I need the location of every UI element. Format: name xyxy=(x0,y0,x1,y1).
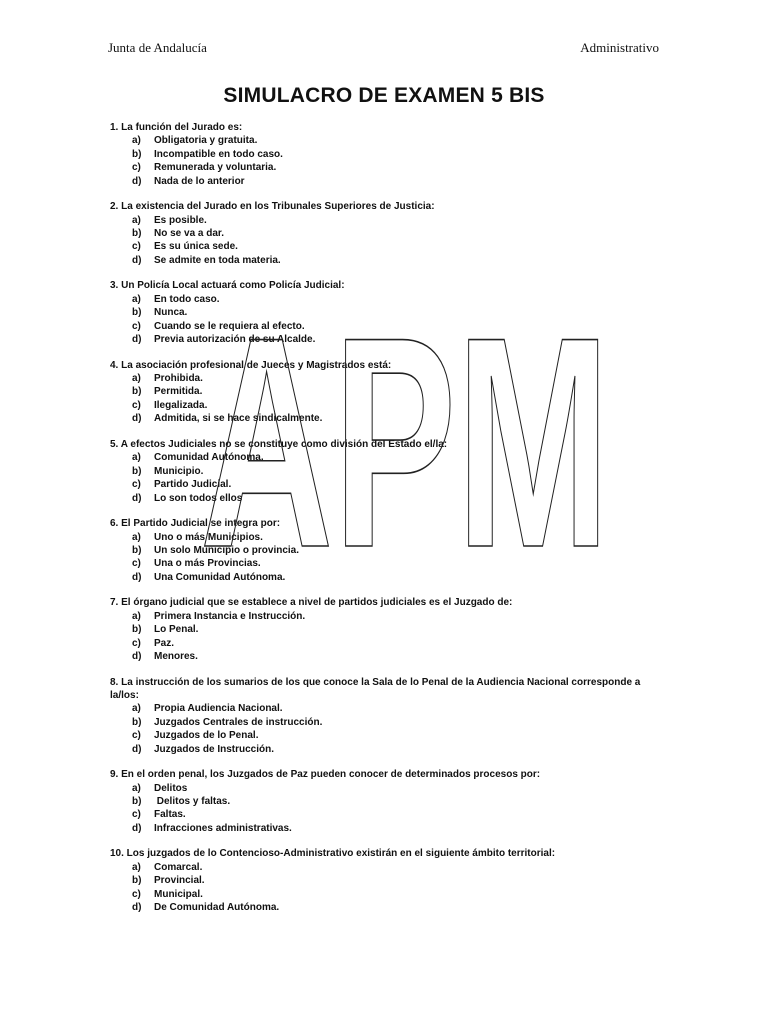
option-letter: d) xyxy=(132,902,142,913)
question-text: 2. La existencia del Jurado en los Tribunales Superiores de Justicia: xyxy=(110,201,435,213)
answer-option xyxy=(110,571,660,584)
option-text: Menores. xyxy=(154,650,198,662)
option-text: Lo Penal. xyxy=(154,624,199,636)
watermark-text: APM xyxy=(200,316,610,556)
option-letter: d) xyxy=(132,334,142,346)
option-text: Prohibida. xyxy=(154,373,203,385)
answer-option xyxy=(110,227,660,240)
answer-option xyxy=(110,544,660,557)
answer-option xyxy=(110,557,660,570)
header-right: Administrativo xyxy=(580,40,659,55)
option-text: Faltas. xyxy=(154,809,186,821)
answer-option xyxy=(110,716,660,729)
answer-option xyxy=(110,808,660,821)
answer-option xyxy=(110,861,660,874)
option-letter: c) xyxy=(132,637,141,649)
question-6 xyxy=(110,517,660,584)
question-3 xyxy=(110,279,660,346)
option-letter: d) xyxy=(132,822,142,834)
answer-option xyxy=(110,175,660,188)
option-text: Municipio. xyxy=(154,465,204,477)
answer-option xyxy=(110,134,660,147)
option-text: Se admite en toda materia. xyxy=(154,254,281,266)
option-text: Juzgados de lo Penal. xyxy=(154,730,259,742)
option-text: Es posible. xyxy=(154,214,207,226)
option-letter: c) xyxy=(132,320,141,332)
answer-option xyxy=(110,306,660,319)
question-9 xyxy=(110,768,660,835)
option-text: No se va a dar. xyxy=(154,228,225,240)
option-text: Lo son todos ellos xyxy=(154,492,243,504)
option-text: Paz. xyxy=(154,637,175,649)
option-text: Permitida. xyxy=(154,386,203,398)
question-7 xyxy=(110,596,660,663)
option-letter: b) xyxy=(132,875,142,887)
answer-option xyxy=(110,385,660,398)
answer-option xyxy=(110,623,660,636)
answer-option xyxy=(110,451,660,464)
option-letter: a) xyxy=(132,373,141,385)
option-text: Comunidad Autónoma. xyxy=(154,452,264,464)
question-text: 4. La asociación profesional de Jueces y Magistrados está: xyxy=(110,359,392,371)
option-text: Infracciones administrativas. xyxy=(154,822,292,834)
page-title: SIMULACRO DE EXAMEN 5 BIS xyxy=(223,84,545,107)
option-text: Un solo Municipio o provincia. xyxy=(154,544,300,556)
option-letter: c) xyxy=(132,730,141,742)
answer-option xyxy=(110,729,660,742)
option-text: Uno o más Municipios. xyxy=(154,531,263,543)
option-letter: d) xyxy=(132,175,142,187)
option-letter: a) xyxy=(132,531,141,543)
option-text: Es su única sede. xyxy=(154,241,238,253)
answer-option xyxy=(110,492,660,505)
answer-option xyxy=(110,874,660,887)
option-text: Comarcal. xyxy=(154,861,203,873)
option-letter: a) xyxy=(132,861,141,873)
answer-option xyxy=(110,333,660,346)
answer-option xyxy=(110,161,660,174)
answer-option xyxy=(110,795,660,808)
answer-option xyxy=(110,782,660,795)
answer-option xyxy=(110,650,660,663)
option-text: De Comunidad Autónoma. xyxy=(154,902,280,913)
question-8 xyxy=(110,676,660,756)
option-letter: b) xyxy=(132,795,142,807)
option-text: Delitos xyxy=(154,782,188,794)
option-text: Delitos y faltas. xyxy=(154,795,231,807)
option-letter: a) xyxy=(132,214,141,226)
option-letter: c) xyxy=(132,479,141,491)
answer-option xyxy=(110,901,660,914)
option-letter: d) xyxy=(132,492,142,504)
answer-option xyxy=(110,240,660,253)
question-4 xyxy=(110,359,660,426)
answer-option xyxy=(110,610,660,623)
question-text: 3. Un Policía Local actuará como Policía Judicial: xyxy=(110,280,345,292)
option-letter: a) xyxy=(132,782,141,794)
answer-option xyxy=(110,214,660,227)
option-text: Incompatible en todo caso. xyxy=(154,148,283,160)
option-text: Una o más Provincias. xyxy=(154,558,261,570)
question-text: 6. El Partido Judicial se integra por: xyxy=(110,518,281,530)
answer-option xyxy=(110,372,660,385)
option-text: Admitida, si se hace sindicalmente. xyxy=(154,413,323,425)
answer-option xyxy=(110,320,660,333)
answer-option xyxy=(110,478,660,491)
question-list xyxy=(110,121,660,927)
option-text: Propia Audiencia Nacional. xyxy=(154,703,283,715)
option-letter: b) xyxy=(132,465,142,477)
option-text: Previa autorización de su Alcalde. xyxy=(154,334,316,346)
option-text: Primera Instancia e Instrucción. xyxy=(154,610,306,622)
answer-option xyxy=(110,822,660,835)
question-text: 8. La instrucción de los sumarios de los que conoce la Sala de lo Penal de la Audiencia Nacional corresponde a la/los: xyxy=(110,676,641,701)
option-letter: c) xyxy=(132,241,141,253)
option-letter: b) xyxy=(132,307,142,319)
option-letter: c) xyxy=(132,809,141,821)
answer-option xyxy=(110,743,660,756)
answer-option xyxy=(110,254,660,267)
option-letter: a) xyxy=(132,610,141,622)
option-letter: a) xyxy=(132,293,141,305)
answer-option xyxy=(110,531,660,544)
option-letter: c) xyxy=(132,399,141,411)
answer-option xyxy=(110,399,660,412)
question-text: 9. En el orden penal, los Juzgados de Paz pueden conocer de determinados procesos por: xyxy=(110,769,541,781)
option-letter: b) xyxy=(132,228,142,240)
option-letter: d) xyxy=(132,254,142,266)
answer-option xyxy=(110,637,660,650)
answer-option xyxy=(110,702,660,715)
answer-option xyxy=(110,148,660,161)
option-text: Juzgados de Instrucción. xyxy=(154,743,275,755)
answer-option xyxy=(110,293,660,306)
question-text: 1. La función del Jurado es: xyxy=(110,122,243,133)
option-letter: a) xyxy=(132,135,141,147)
option-letter: d) xyxy=(132,413,142,425)
option-letter: c) xyxy=(132,888,141,900)
option-letter: d) xyxy=(132,650,142,662)
answer-option xyxy=(110,412,660,425)
option-letter: b) xyxy=(132,716,142,728)
question-text: 10. Los juzgados de lo Contencioso-Administrativo existirán en el siguiente ámbito territorial: xyxy=(110,848,556,860)
option-text: Obligatoria y gratuita. xyxy=(154,135,258,147)
option-text: Una Comunidad Autónoma. xyxy=(154,571,286,583)
option-letter: a) xyxy=(132,452,141,464)
option-text: Nunca. xyxy=(154,307,188,319)
question-text: 5. A efectos Judiciales no se constituye como división del Estado el/la: xyxy=(110,438,448,450)
answer-option xyxy=(110,888,660,901)
question-2 xyxy=(110,200,660,267)
option-letter: b) xyxy=(132,386,142,398)
option-text: Provincial. xyxy=(154,875,205,887)
option-text: Cuando se le requiera al efecto. xyxy=(154,320,305,332)
option-letter: a) xyxy=(132,703,141,715)
option-text: Partido Judicial. xyxy=(154,479,232,491)
question-text: 7. El órgano judicial que se establece a nivel de partidos judiciales es el Juzgado de: xyxy=(110,597,513,609)
option-text: Municipal. xyxy=(154,888,203,900)
option-text: En todo caso. xyxy=(154,293,220,305)
question-1 xyxy=(110,121,660,188)
question-10 xyxy=(110,847,660,914)
option-text: Nada de lo anterior xyxy=(154,175,245,187)
question-5 xyxy=(110,438,660,505)
option-text: Juzgados Centrales de instrucción. xyxy=(154,716,323,728)
option-letter: c) xyxy=(132,162,141,174)
option-letter: b) xyxy=(132,148,142,160)
option-text: Remunerada y voluntaria. xyxy=(154,162,277,174)
option-letter: c) xyxy=(132,558,141,570)
header-left: Junta de Andalucía xyxy=(108,40,207,55)
option-letter: b) xyxy=(132,544,142,556)
option-letter: d) xyxy=(132,571,142,583)
answer-option xyxy=(110,465,660,478)
option-letter: b) xyxy=(132,624,142,636)
option-text: Ilegalizada. xyxy=(154,399,208,411)
option-letter: d) xyxy=(132,743,142,755)
